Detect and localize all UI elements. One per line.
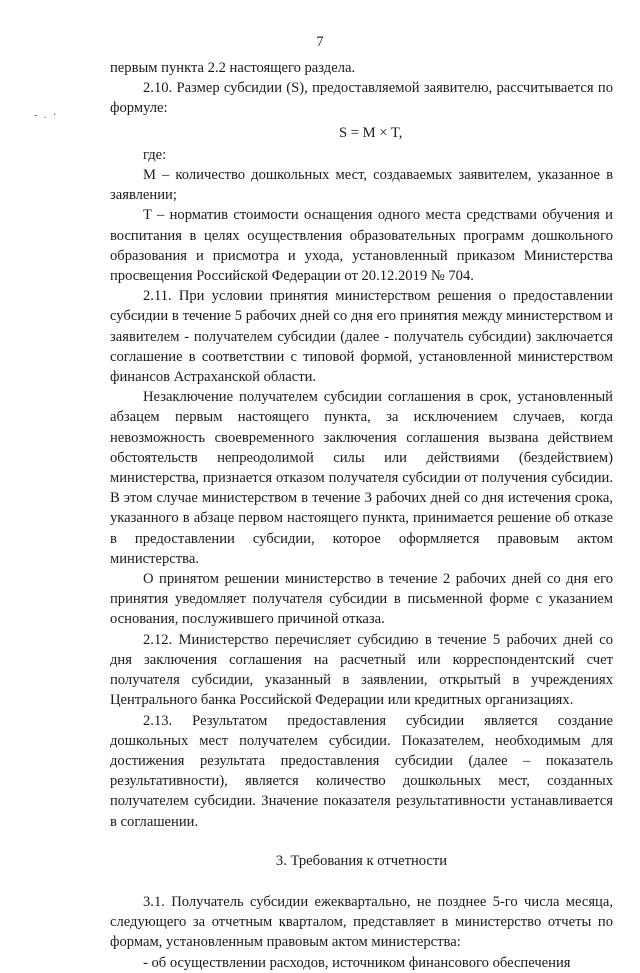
page-number: 7 xyxy=(316,34,324,50)
section-title: 3. Требования к отчетности xyxy=(275,852,448,869)
paragraph-2-13: 2.13. Результатом предоставления субсидии является создание дошкольных мест получателем субсидии. Показателем, необходимым для достижения результата предоставления субсидии (далее – показатель результативности), является количество дошкольных мест, созданных получателем субсидии. Значение показателя результативности устанавливается в соглашении. xyxy=(110,712,613,830)
paragraph-2-11: 2.11. При условии принятия министерством решения о предоставлении субсидии в течение 5 рабочих дней со дня его принятия между министерством и заявителем - получателем субсидии (далее - получатель субсидии) заключается соглашение в соответствии с типовой формой, установленной министерством финансов Астраханской области. xyxy=(110,288,613,386)
formula-where: где: xyxy=(143,146,167,163)
paragraph-2-11-notification: О принятом решении министерство в течение 2 рабочих дней со дня его принятия уведомляет получателя субсидии в письменной форме с указанием основания, послужившего причиной отказа. xyxy=(110,571,613,628)
paragraph-continuation: первым пункта 2.2 настоящего раздела. xyxy=(110,60,356,76)
paragraph-3-1: 3.1. Получатель субсидии ежеквартально, не позднее 5-го числа месяца, следующего за отчетным кварталом, представляет в министерство отчеты по формам, установленным правовым актом министерства: xyxy=(110,893,613,951)
formula: S = M × T, xyxy=(339,124,403,141)
scan-artifact: - . · xyxy=(34,110,59,121)
formula-definition-t: T – норматив стоимости оснащения одного места средствами обучения и воспитания в целях осуществления образовательных программ дошкольного образования и присмотра и ухода, установленный приказом Министерства просвещения Российской Федерации от 20.12.2019 № 704. xyxy=(110,207,613,285)
paragraph-2-12: 2.12. Министерство перечисляет субсидию в течение 5 рабочих дней со дня заключения соглашения на расчетный или корреспондентский счет получателя субсидии, указанный в заявлении, открытый в учреждениях Центрального банка Российской Федерации или кредитных организациях. xyxy=(110,631,613,709)
paragraph-2-10: 2.10. Размер субсидии (S), предоставляемой заявителю, рассчитывается по формуле: xyxy=(110,80,613,117)
paragraph-2-11-refusal: Незаключение получателем субсидии соглашения в срок, установленный абзацем первым настоящего пункта, за исключением случаев, когда невозможность своевременного заключения соглашения вызвана действием обстоятельств непреодолимой силы или действиями (бездействием) министерства, признается отказом получателя субсидии от получения субсидии. В этом случае министерством в течение 3 рабочих дней со дня истечения срока, указанного в абзаце первом настоящего пункта, принимается решение об отказе в предоставлении субсидии, которое оформляется правовым актом министерства. xyxy=(110,389,613,567)
formula-definition-m: M – количество дошкольных мест, создаваемых заявителем, указанное в заявлении; xyxy=(110,167,613,204)
paragraph-3-1-item: - об осуществлении расходов, источником финансового обеспечения xyxy=(143,954,571,971)
document-body xyxy=(110,58,613,973)
